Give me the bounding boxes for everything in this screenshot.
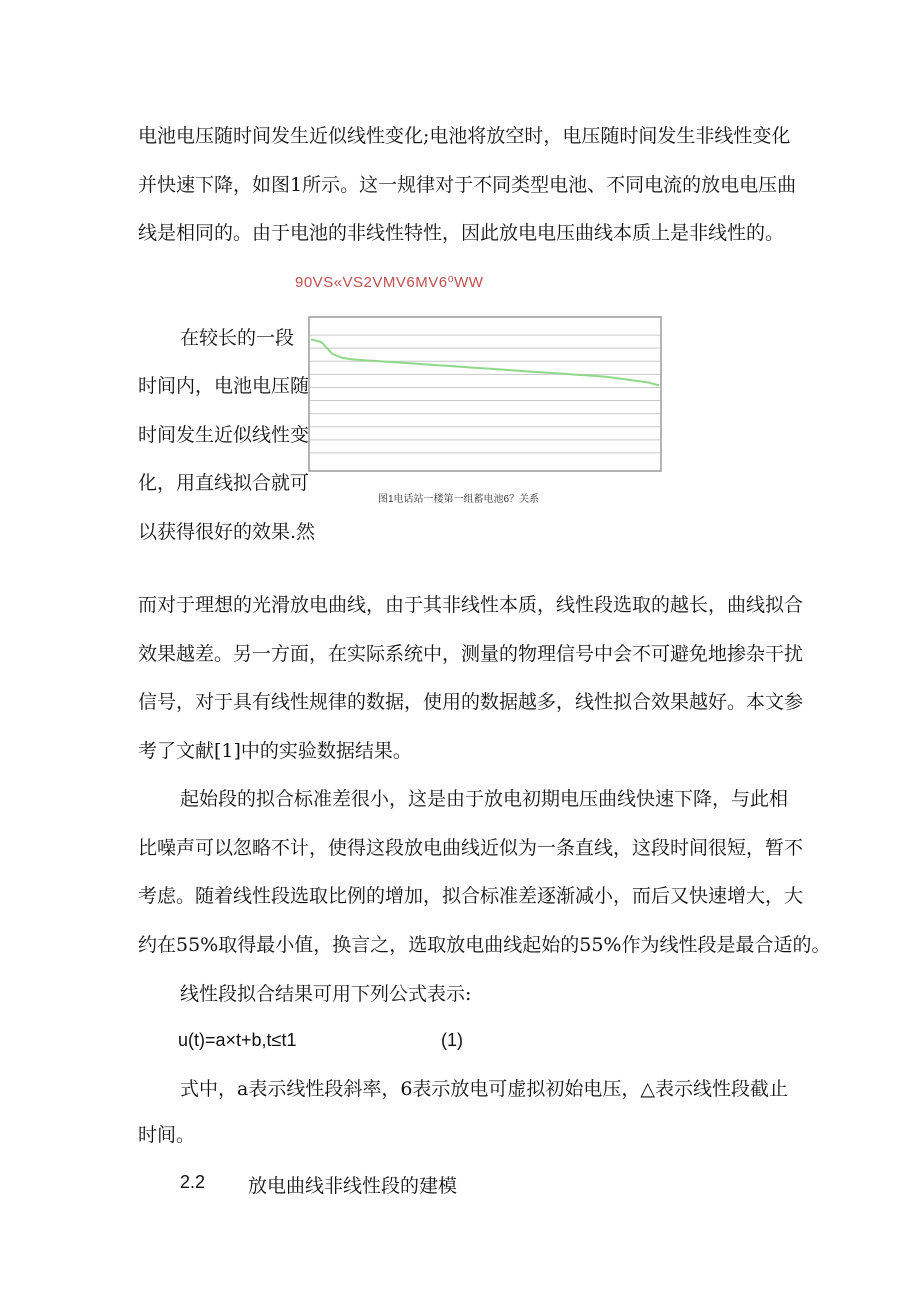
chart-grid (310, 335, 660, 453)
paragraph-4: 线性段拟合结果可用下列公式表示: (180, 983, 472, 1005)
paragraph-5-line-2: 时间。 (138, 1124, 196, 1146)
side-paragraph-line-4: 化，用直线拟合就可 (138, 472, 310, 494)
paragraph-2-line-2: 效果越差。另一方面，在实际系统中，测量的物理信号中会不可避免地掺杂干扰 (138, 643, 804, 665)
paragraph-2-line-1: 而对于理想的光滑放电曲线，由于其非线性本质，线性段选取的越长，曲线拟合 (138, 594, 804, 616)
paragraph-1-line-3: 线是相同的。由于电池的非线性特性，因此放电电压曲线本质上是非线性的。 (138, 222, 785, 244)
paragraph-1-line-2: 并快速下降，如图1所示。这一规律对于不同类型电池、不同电流的放电电压曲 (138, 174, 797, 196)
paragraph-2-line-3: 信号，对于具有线性规律的数据，使用的数据越多，线性拟合效果越好。本文参 (138, 691, 804, 713)
side-paragraph-line-5: 以获得很好的效果.然 (138, 521, 316, 543)
chart-series-line (311, 339, 659, 385)
section-number: 2.2 (180, 1172, 206, 1192)
discharge-chart-svg (308, 316, 662, 472)
paragraph-3-line-1: 起始段的拟合标准差很小，这是由于放电初期电压曲线快速下降，与此相 (180, 788, 789, 810)
equation-number: (1) (441, 1030, 463, 1050)
section-title: 放电曲线非线性段的建模 (248, 1175, 458, 1197)
figure-header: 90VS«VS2VMV6MV6⁰WW (295, 274, 484, 291)
paragraph-3-line-3: 考虑。随着线性段选取比例的增加，拟合标准差逐渐减小，而后又快速增大，大 (138, 885, 804, 907)
paragraph-2-line-4: 考了文献[1]中的实验数据结果。 (138, 740, 412, 762)
paragraph-1-line-1: 电池电压随时间发生近似线性变化;电池将放空时，电压随时间发生非线性变化 (138, 125, 791, 147)
side-paragraph-line-2: 时间内，电池电压随 (138, 375, 310, 397)
paragraph-3-line-2: 比噪声可以忽略不计，使得这段放电曲线近似为一条直线，这段时间很短，暂不 (138, 837, 804, 859)
figure-caption: 图1电话站一楼第一组蓄电池6？关系 (378, 494, 540, 505)
side-paragraph-line-3: 时间发生近似线性变 (138, 424, 310, 446)
paragraph-5-line-1: 式中，a表示线性段斜率，6表示放电可虚拟初始电压，△表示线性段截止 (180, 1078, 789, 1100)
paragraph-3-line-4: 约在55%取得最小值，换言之，选取放电曲线起始的55%作为线性段是最合适的。 (138, 934, 831, 956)
equation-formula: u(t)=a×t+b,t≤t1 (178, 1030, 297, 1050)
side-paragraph-line-1: 在较长的一段 (180, 327, 295, 349)
discharge-chart (308, 316, 662, 472)
chart-border (309, 317, 661, 471)
